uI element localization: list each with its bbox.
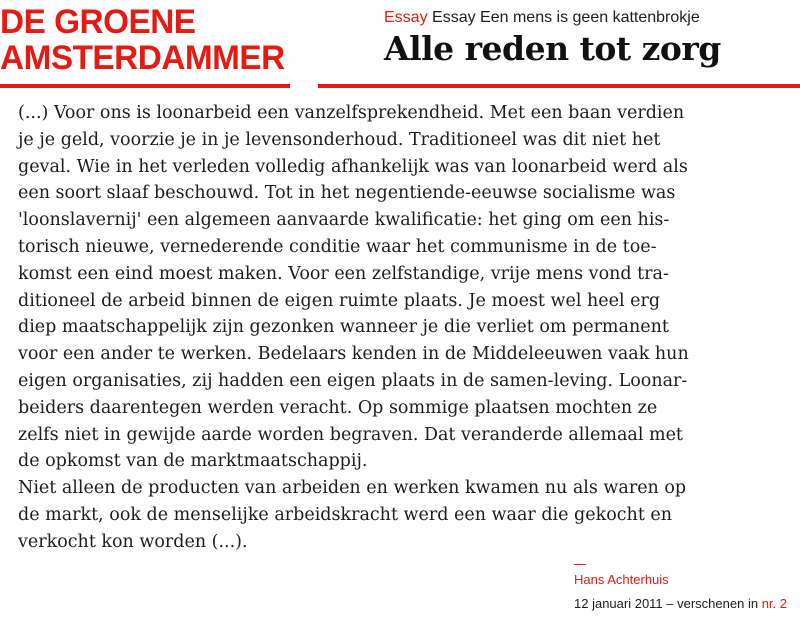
text-line: (...) Voor ons is loonarbeid een vanzelfsprekendheid. Met een baan verdien <box>18 103 685 123</box>
author-byline[interactable]: Hans Achterhuis <box>574 572 669 587</box>
text-line: 'loonslavernij' een algemeen aanvaarde kwalificatie: het ging om een his- <box>18 210 670 231</box>
text-line: voor een ander te werken. Bedelaars kenden in de Middeleeuwen vaak hun <box>18 344 689 365</box>
kicker-text: Essay Een mens is geen kattenbrokje <box>432 9 700 26</box>
article-kicker <box>384 8 700 28</box>
text-line: een soort slaaf beschouwd. Tot in het negentiende-eeuwse socialisme was <box>18 183 676 204</box>
text-line: eigen organisaties, zij hadden een eigen plaats in de samen-leving. Loonar- <box>18 370 688 391</box>
masthead-rule <box>0 84 290 88</box>
text-line: de opkomst van de marktmaatschappij. <box>18 451 368 472</box>
byline-rule <box>574 564 586 565</box>
logo-line-2: AMSTERDAMMER <box>0 39 285 77</box>
issue-link[interactable]: nr. 2 <box>761 596 787 611</box>
text-line: Niet alleen de producten van arbeiden en werken kwamen nu als waren op <box>18 478 687 499</box>
logo-line-1: DE GROENE <box>0 3 196 41</box>
text-line: de markt, ook de menselijke arbeidskracht werd een waar die gekocht en <box>18 504 673 525</box>
text-line: komst een eind moest maken. Voor een zelfstandige, vrije mens vond tra- <box>18 263 669 284</box>
publication-dateline <box>574 596 787 611</box>
text-line: torisch nieuwe, vernederende conditie waar het communisme in de toe- <box>18 236 657 257</box>
header-rule <box>318 84 800 88</box>
text-line: je je geld, voorzie je in je levensonderhoud. Traditioneel was dit niet het <box>18 129 661 150</box>
masthead-logo[interactable] <box>0 4 292 76</box>
text-line: beiders daarentegen werden veracht. Op sommige plaatsen mochten ze <box>18 397 658 418</box>
paragraph-1 <box>18 100 798 475</box>
text-line: geval. Wie in het verleden volledig afhankelijk was van loonarbeid werd als <box>18 156 688 177</box>
text-line: ditioneel de arbeid binnen de eigen ruimte plaats. Je moest wel heel erg <box>18 290 661 311</box>
article-body <box>18 100 798 556</box>
publication-date: 12 januari 2011 – verschenen in <box>574 596 759 611</box>
paragraph-2 <box>18 475 798 555</box>
text-line: diep maatschappelijk zijn gezonken wanneer je die verliet om permanent <box>18 317 669 338</box>
article-headline: Alle reden tot zorg <box>384 29 721 68</box>
text-line: zelfs niet in gewijde aarde worden begraven. Dat veranderde allemaal met <box>18 424 683 445</box>
category-label[interactable]: Essay <box>384 9 428 26</box>
text-line: verkocht kon worden (...). <box>18 531 248 552</box>
